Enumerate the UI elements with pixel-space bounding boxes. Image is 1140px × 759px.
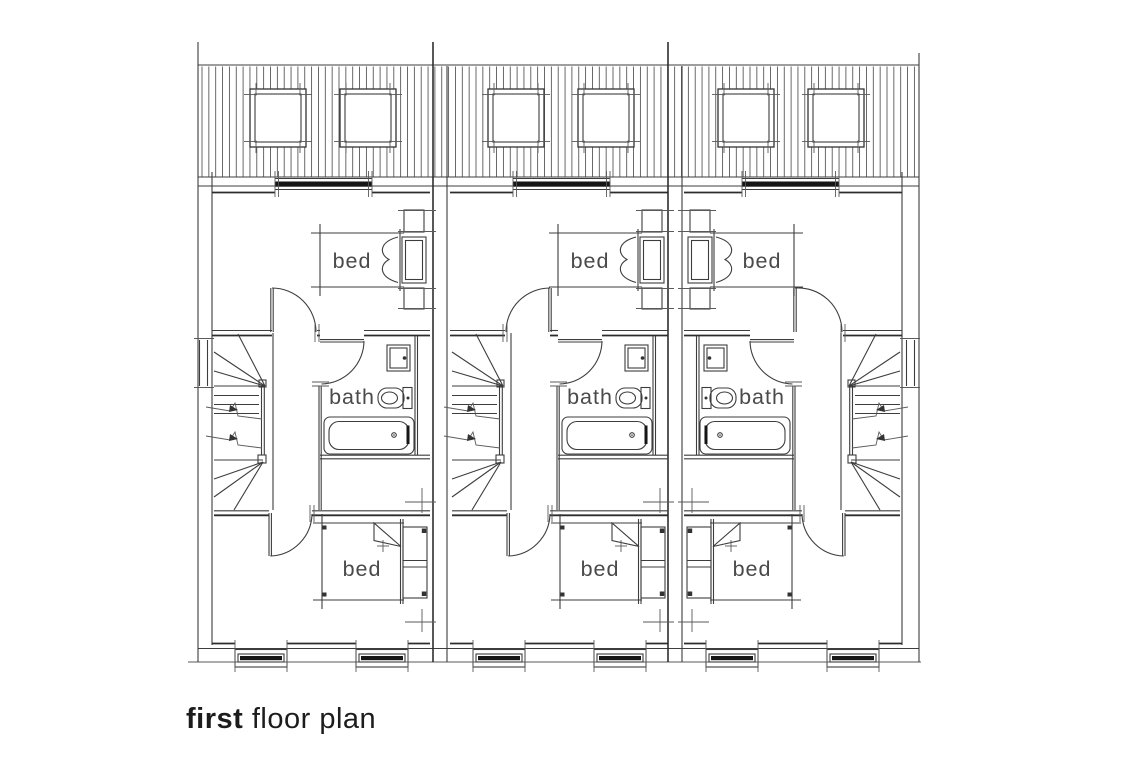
top-bedroom-furniture bbox=[311, 210, 436, 309]
caption-bold-text: first bbox=[186, 703, 244, 735]
room-label-bed-bottom: bed bbox=[732, 557, 772, 581]
caption-regular-text: floor plan bbox=[243, 703, 377, 735]
interior-walls bbox=[450, 193, 668, 644]
room-label-bath: bath bbox=[739, 385, 785, 409]
room-label-bed-bottom: bed bbox=[580, 557, 620, 581]
stairs bbox=[206, 333, 273, 510]
stairs bbox=[444, 333, 511, 510]
room-label-bath: bath bbox=[329, 385, 375, 409]
room-label-bed-bottom: bed bbox=[342, 557, 382, 581]
interior-walls bbox=[212, 193, 430, 644]
room-label-bed-top: bed bbox=[570, 249, 610, 273]
interior-walls bbox=[684, 193, 902, 644]
stairs bbox=[841, 333, 908, 510]
windows bbox=[194, 83, 408, 672]
drawing-caption bbox=[186, 703, 376, 736]
unit-1-drawing bbox=[194, 83, 436, 672]
windows bbox=[706, 83, 920, 672]
unit-2-drawing bbox=[444, 83, 674, 672]
top-bedroom-furniture bbox=[549, 210, 674, 309]
room-label-bed-top: bed bbox=[742, 249, 782, 273]
unit-3-drawing bbox=[678, 83, 920, 672]
top-bedroom-furniture bbox=[678, 210, 803, 309]
room-label-bed-top: bed bbox=[332, 249, 372, 273]
room-label-bath: bath bbox=[567, 385, 613, 409]
